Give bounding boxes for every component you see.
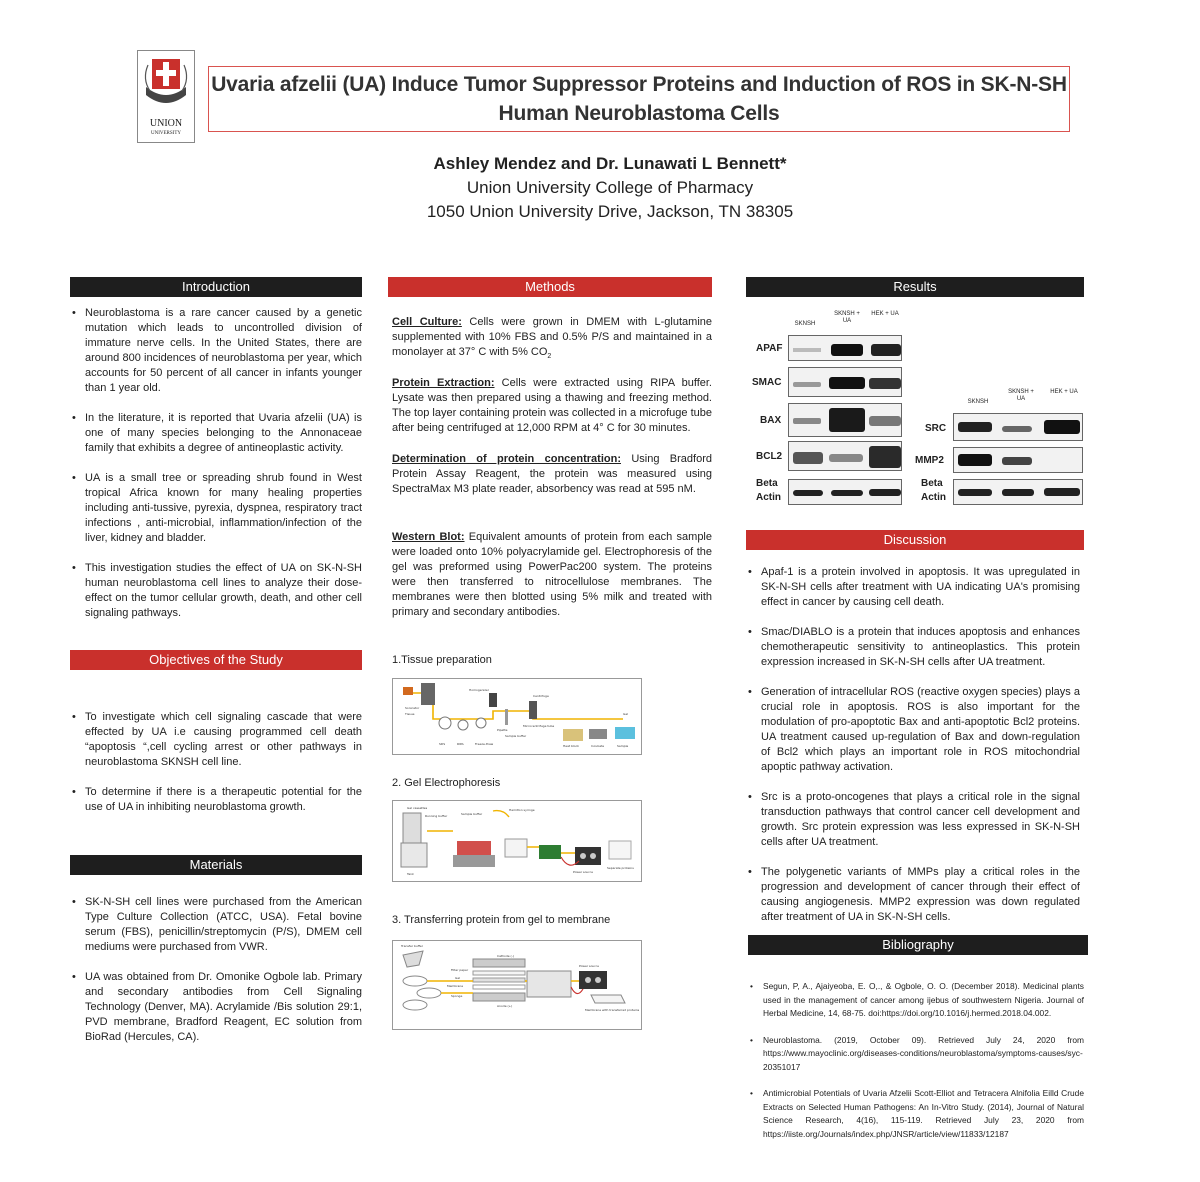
author-block bbox=[300, 152, 920, 224]
smac-blot bbox=[788, 367, 902, 397]
cell-culture-heading: Cell Culture: bbox=[392, 316, 462, 328]
blot2-row-label: Beta Actin bbox=[921, 478, 946, 503]
bibliography-list bbox=[748, 980, 1084, 1154]
list-item: • Src is a proto-oncogenes that plays a critical role in the signal transduction pathways that control cancer cell development and growth. Src protein expression was less expressed in SK-N-SH cells after UA treatment. bbox=[746, 790, 1080, 850]
method-cell-culture bbox=[392, 315, 712, 364]
protein-transfer-diagram bbox=[392, 940, 642, 1030]
materials-list bbox=[70, 895, 362, 1060]
list-item: • UA is a small tree or spreading shrub found in West tropical Africa known for many healing properties including anti-tussive, pyrexia, dyspnea, respiratory tract infections , anti-microbial, inflammation/infection of the liver, kidney and bladder. bbox=[70, 471, 362, 546]
list-item: • The polygenetic variants of MMPs play a critical roles in the progression and development of cancer through their effect of causing angiogenesis. MMP2 expression was down regulated after treatment of UA in SK-N-SH cells. bbox=[746, 865, 1080, 925]
diagram3-label: Anode (+) bbox=[497, 1004, 513, 1008]
blot1-row-label: Beta Actin bbox=[756, 478, 781, 503]
bcl2-blot bbox=[788, 441, 902, 471]
author-affiliation: Union University College of Pharmacy bbox=[466, 178, 754, 197]
blot2-col-label: HEK + UA bbox=[1050, 389, 1078, 395]
diagram3-label: Gel bbox=[455, 976, 461, 980]
diagram1-label: Gel bbox=[623, 712, 629, 716]
diagram1-label: RIPA bbox=[457, 742, 464, 746]
list-item: • This investigation studies the effect of UA on SK-N-SH human neuroblastoma cell lines to analyze their dose-effect on the tumor cellular growth, death, and other cell signaling pathways. bbox=[70, 561, 362, 621]
src-blot bbox=[953, 413, 1083, 441]
western-blot-heading: Western Blot: bbox=[392, 531, 465, 543]
apaf-blot bbox=[788, 335, 902, 361]
diagram1-label: Incubate bbox=[591, 744, 605, 748]
list-item: • UA was obtained from Dr. Omonike Ogbole lab. Primary and secondary antibodies from Cell Signaling Technology (Denver, MA). Acrylamide /Bis solution 29:1, PVD membrane, Bradford Reagent, EC solution from BioRad (Hercules, CA). bbox=[70, 970, 362, 1045]
diagram1-label: Sonicator bbox=[405, 706, 420, 710]
tissue-preparation-diagram bbox=[392, 678, 642, 755]
blot2-row-label: MMP2 bbox=[915, 455, 944, 466]
blot1-col-label: SKNSH + UA bbox=[834, 311, 860, 324]
list-item: • Smac/DIABLO is a protein that induces apoptosis and enhances chemotherapeutic sensitivity to antineoplastics. This protein expression increased in SK-N-SH cells after UA treatment. bbox=[746, 625, 1080, 670]
discussion-heading: Discussion bbox=[746, 530, 1084, 550]
discussion-list bbox=[746, 565, 1080, 940]
objectives-list bbox=[70, 710, 362, 830]
title-line1: Uvaria afzelii (UA) Induce Tumor Suppressor Proteins and Induction of ROS in SK-N-SH bbox=[211, 73, 1067, 96]
diagram1-label: Centrifuge bbox=[533, 694, 549, 698]
list-item: • Apaf-1 is a protein involved in apoptosis. It was upregulated in SK-N-SH cells after treatment with UA indicating UA's promising effect in cancer by causing cell death. bbox=[746, 565, 1080, 610]
co2-subscript: 2 bbox=[547, 353, 552, 361]
western-blot-text: Equivalent amounts of protein from each sample were loaded onto 10% polyacrylamide gel. Electrophoresis of the gel was preformed using PowerPac200 system. The proteins were then transferred to nitrocellulose membranes. The membranes were then blotted using 5% milk and treated with primary and secondary antibodies. bbox=[392, 531, 712, 618]
author-address: 1050 Union University Drive, Jackson, TN 38305 bbox=[426, 202, 794, 221]
diagram3-label: Transfer buffer bbox=[401, 944, 423, 948]
protein-extraction-text: Cells were extracted using RIPA buffer. Lysate was then prepared using a thawing and freezing method. The top layer containing protein was collected in a microfuge tube after being centrifuged at 12,000 RPM at 4° C for 30 minutes. bbox=[392, 377, 712, 434]
beta-actin-blot-1 bbox=[788, 479, 902, 505]
objectives-heading: Objectives of the Study bbox=[70, 650, 362, 670]
list-item: • To investigate which cell signaling cascade that were effected by UA i.e causing programmed cell death “apoptosis “,cell cycling arrest or other pathways in neuroblastoma SKNSH cell line. bbox=[70, 710, 362, 770]
list-item: • Neuroblastoma. (2019, October 09). Retrieved July 24, 2020 from https://www.mayoclinic.org/diseases-conditions/neuroblastoma/symptoms-causes/syc-20351017 bbox=[748, 1034, 1084, 1075]
blot1-col-label: SKNSH bbox=[794, 321, 816, 327]
list-item: • Generation of intracellular ROS (reactive oxygen species) plays a crucial role in apoptosis. ROS is also important for the modulation of pro-apoptotic Bax and anti-apoptotic Bcl2 proteins. UA treatment caused up-regulation of Bax and down-regulation of Bcl2 which plays an important role in ROS mitochondrial apoptic pathway activation. bbox=[746, 685, 1080, 775]
mmp2-blot bbox=[953, 447, 1083, 473]
protein-concentration-heading: Determination of protein concentration: bbox=[392, 453, 621, 465]
protein-extraction-heading: Protein Extraction: bbox=[392, 377, 495, 389]
union-university-logo bbox=[137, 50, 195, 143]
diagram3-label: Power source bbox=[579, 964, 599, 968]
diagram2-label: Running buffer bbox=[425, 814, 448, 818]
diagram1-label: Sample buffer bbox=[505, 734, 527, 738]
diagram1-label: SDS bbox=[439, 742, 446, 746]
blot1-row-label: APAF bbox=[756, 343, 783, 354]
poster-title bbox=[208, 66, 1070, 132]
blot2-row-label: SRC bbox=[925, 423, 947, 434]
diagram1-label: Pipette bbox=[497, 728, 508, 732]
diagram3-label: Sponge bbox=[451, 994, 463, 998]
method-western-blot bbox=[392, 530, 712, 620]
methods-heading: Methods bbox=[388, 277, 712, 297]
author-names: Ashley Mendez and Dr. Lunawati L Bennett* bbox=[433, 154, 787, 173]
western-blot-panel-2 bbox=[915, 385, 1085, 515]
western-blot-panel-1 bbox=[752, 305, 932, 515]
step3-label: 3. Transferring protein from gel to membrane bbox=[392, 914, 611, 926]
blot1-row-label: BAX bbox=[760, 415, 782, 426]
logo-line2: UNIVERSITY bbox=[151, 131, 181, 136]
list-item: • Segun, P, A., Ajaiyeoba, E. O,., & Ogbole, O. O. (December 2018). Medicinal plants used in the management of cancer among ijebus of southwestern Nigeria. Journal of Herbal Medicine, 14, 68-75. doi:https://doi.org/10.1016/j.hermed.2018.04.002. bbox=[748, 980, 1084, 1021]
diagram1-label: Freeze-thaw bbox=[475, 742, 494, 746]
blot2-col-label: SKNSH + UA bbox=[1008, 389, 1034, 402]
title-line2: Human Neuroblastoma Cells bbox=[498, 102, 780, 125]
list-item: • Neuroblastoma is a rare cancer caused by a genetic mutation which leads to uncontrolled division of immature nerve cells. In the United States, there are around 800 incidences of neuroblastoma per year, which accounts for 50 percent of all cancer in infants younger than 1 year old. bbox=[70, 306, 362, 396]
diagram3-label: Cathode (-) bbox=[497, 954, 514, 958]
materials-heading: Materials bbox=[70, 855, 362, 875]
blot2-col-label: SKNSH bbox=[967, 399, 989, 405]
introduction-heading: Introduction bbox=[70, 277, 362, 297]
list-item: • To determine if there is a therapeutic potential for the use of UA in inhibiting neuroblastoma growth. bbox=[70, 785, 362, 815]
diagram3-label: Membrane bbox=[447, 984, 464, 988]
cell-culture-text: Cells were grown in DMEM with L-glutamine supplemented with 10% FBS and 0.5% P/S and maintained in a monolayer at 37° C with 5% CO bbox=[392, 316, 712, 358]
list-item: • In the literature, it is reported that Uvaria afzelii (UA) is one of many species belonging to the Annonaceae family that exhibits a degree of antineoplastic activity. bbox=[70, 411, 362, 456]
diagram2-label: Gel cassettes bbox=[407, 806, 428, 810]
diagram3-label: Filter paper bbox=[451, 968, 469, 972]
list-item: • SK-N-SH cell lines were purchased from the American Type Culture Collection (ATCC, USA). Fetal bovine serum (FBS), penicillin/streptomycin (P/S), DMEM cell mediums were purchased from VWR. bbox=[70, 895, 362, 955]
diagram1-label: Homogenizer bbox=[469, 688, 489, 692]
diagram1-label: Heat block bbox=[563, 744, 580, 748]
logo-line1: UNION bbox=[149, 118, 183, 129]
list-item: • Antimicrobial Potentials of Uvaria Afzelii Scott-Elliot and Tetracera Alnifolia Eilld Crude Extracts on Selected Human Pathogens: An In-Vitro Study. (2014), Journal of Natural Science Research, 4(16), 115-119. Retrieved July 23, 2020 from https://iiste.org/Journals/index.php/JNSR/article/view/11833/12187 bbox=[748, 1087, 1084, 1141]
method-protein-extraction bbox=[392, 376, 712, 436]
diagram2-label: Hamilton syringe bbox=[509, 808, 535, 812]
blot1-row-label: SMAC bbox=[752, 377, 782, 388]
blot1-row-label: BCL2 bbox=[756, 451, 783, 462]
diagram1-label: Tissue bbox=[405, 712, 415, 716]
step1-label: 1.Tissue preparation bbox=[392, 654, 492, 666]
gel-electrophoresis-diagram bbox=[392, 800, 642, 882]
step2-label: 2. Gel Electrophoresis bbox=[392, 777, 501, 789]
results-heading: Results bbox=[746, 277, 1084, 297]
protein-concentration-text: Using Bradford Protein Assay Reagent, the protein was measured using SpectraMax M3 plate reader, absorbency was read at 595 nM. bbox=[392, 453, 712, 495]
introduction-list bbox=[70, 306, 362, 636]
bibliography-heading: Bibliography bbox=[748, 935, 1088, 955]
bax-blot bbox=[788, 403, 902, 437]
diagram1-label: Microcentrifuge tube bbox=[523, 724, 555, 728]
beta-actin-blot-2 bbox=[953, 479, 1083, 505]
method-protein-concentration bbox=[392, 452, 712, 497]
blot1-col-label: HEK + UA bbox=[871, 311, 899, 317]
diagram2-label: Tank bbox=[407, 872, 414, 876]
diagram3-label: Membrane with transferred proteins bbox=[585, 1008, 640, 1012]
diagram2-label: Sample buffer bbox=[461, 812, 483, 816]
diagram1-label: Sample bbox=[617, 744, 629, 748]
diagram2-label: Power source bbox=[573, 870, 593, 874]
diagram2-label: Separate proteins bbox=[607, 866, 634, 870]
